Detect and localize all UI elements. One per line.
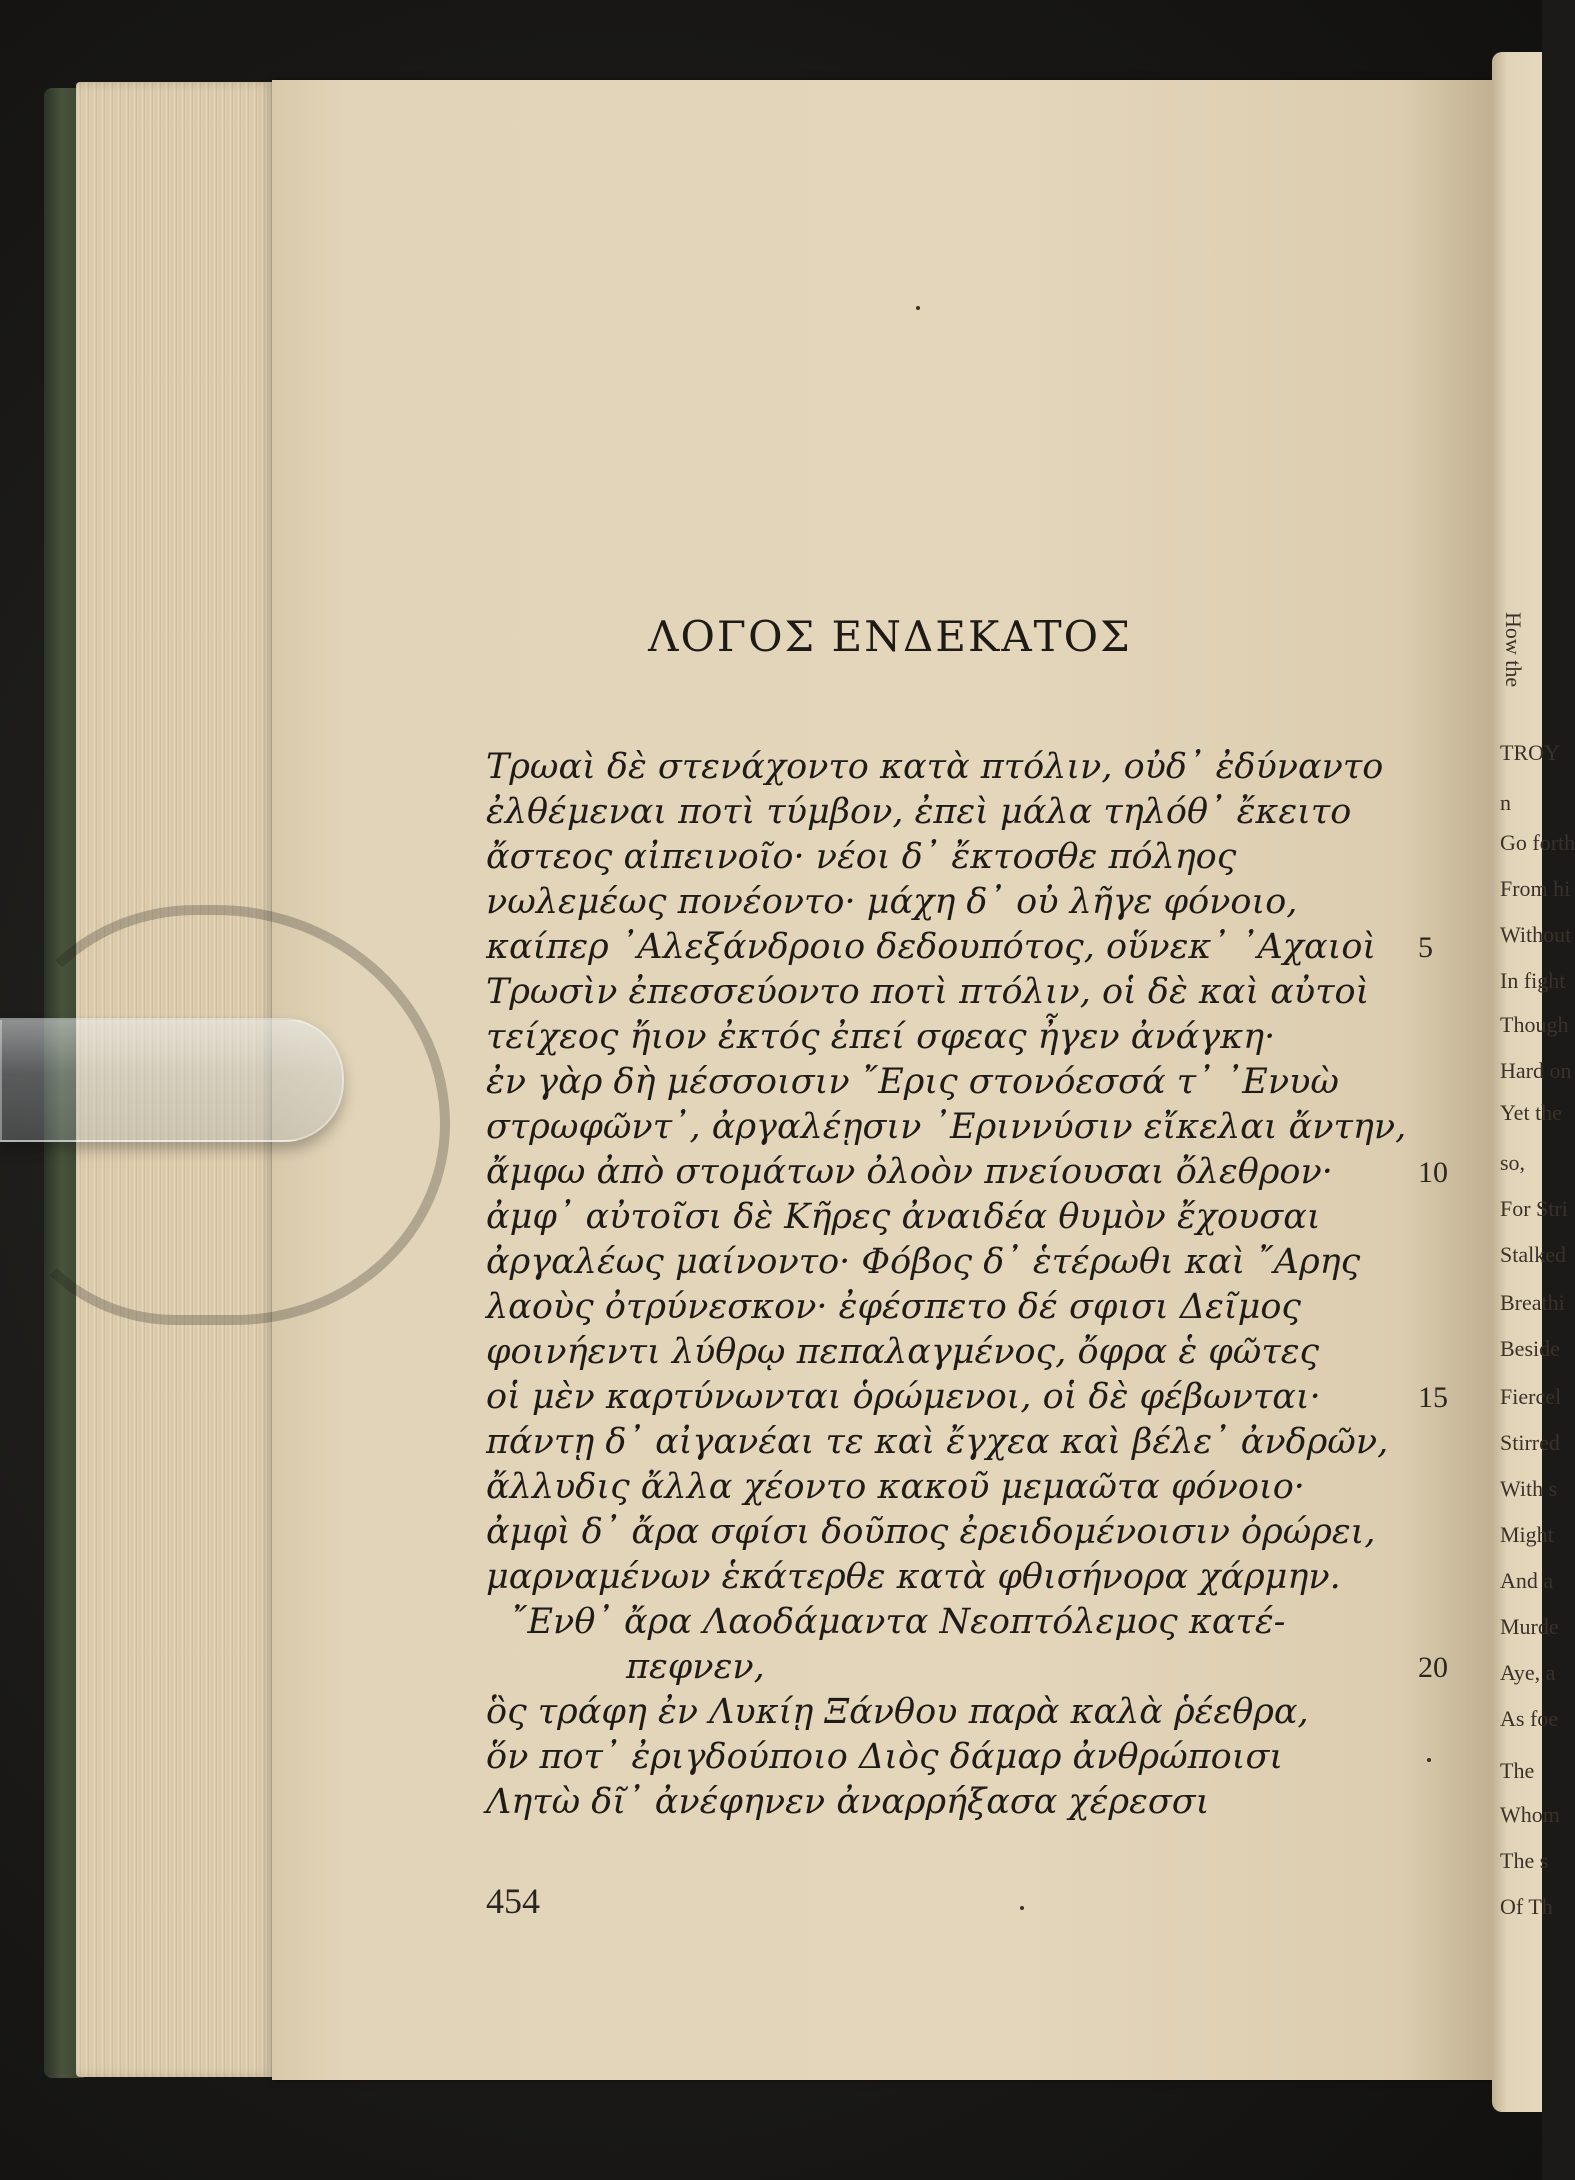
verse-line-text: ἄστεος αἰπεινοῖο· νέοι δ᾽ ἔκτοσθε πόληος	[486, 837, 1237, 877]
verse-line-text: ἀργαλέως μαίνοντο· Φόβος δ᾽ ἑτέρωθι καὶ ῎Αρης	[486, 1242, 1361, 1282]
next-page-fragment: As foe	[1500, 1706, 1559, 1731]
line-number: 5	[1418, 931, 1433, 964]
verse-line-text: λαοὺς ὀτρύνεσκον· ἐφέσπετο δέ σφισι Δεῖμος	[486, 1287, 1302, 1327]
verse-line	[486, 1465, 1446, 1510]
verse-line-text: φοινήεντι λύθρῳ πεπαλαγμένος, ὄφρα ἑ φῶτες	[486, 1332, 1320, 1372]
verse-line	[486, 1285, 1446, 1330]
verse-line-text: Λητὼ δῖ᾽ ἀνέφηνεν ἀναρρήξασα χέρεσσι	[486, 1782, 1210, 1822]
next-page-fragment: Fiercel	[1500, 1384, 1562, 1409]
verse-line-text: οἱ μὲν καρτύνωνται ὁρώμενοι, οἱ δὲ φέβωνται·	[486, 1377, 1321, 1417]
acrylic-page-holder[interactable]	[0, 1018, 344, 1142]
verse-line	[486, 1375, 1446, 1420]
next-page-fragment: How the	[1501, 612, 1526, 688]
verse-line	[486, 1780, 1446, 1825]
next-page-fragment: The	[1500, 1758, 1535, 1783]
verse-line	[486, 970, 1446, 1015]
verse-line	[486, 1420, 1446, 1465]
verse-line-text: ἄμφω ἀπὸ στομάτων ὀλοὸν πνείουσαι ὄλεθρον·	[486, 1152, 1333, 1192]
verse-line-text: Τρωαὶ δὲ στενάχοντο κατὰ πτόλιν, οὐδ᾽ ἐδύναντο	[486, 747, 1384, 787]
verse-line-text: πάντῃ δ᾽ αἰγανέαι τε καὶ ἔγχεα καὶ βέλε᾽ ἀνδρῶν,	[486, 1422, 1389, 1462]
next-page-fragment: Stirred	[1500, 1430, 1560, 1455]
next-page-fragment: With s	[1500, 1476, 1558, 1501]
next-page-fragment: Yet the	[1500, 1100, 1562, 1125]
verse-line	[486, 1645, 1446, 1690]
verse-line	[486, 1105, 1446, 1150]
verse-line-text: ἐλθέμεναι ποτὶ τύμβον, ἐπεὶ μάλα τηλόθ᾽ ἔκειτο	[486, 792, 1352, 832]
page-number: 454	[486, 1881, 540, 1921]
next-page-fragment: The s	[1500, 1848, 1549, 1873]
next-page-fragment: so,	[1500, 1150, 1526, 1175]
verse-line	[486, 1735, 1446, 1780]
line-number: 20	[1418, 1651, 1448, 1684]
verse-line	[486, 1690, 1446, 1735]
verse-line-text: ἄλλυδις ἄλλα χέοντο κακοῦ μεμαῶτα φόνοιο·	[486, 1467, 1305, 1507]
next-page-fragment: Might	[1500, 1522, 1554, 1547]
next-page-fragment: Of Th	[1500, 1894, 1553, 1919]
page-speck	[1020, 1906, 1024, 1910]
next-page-fragment: Without	[1500, 922, 1572, 947]
verse-line-text: καίπερ ᾽Αλεξάνδροιο δεδουπότος, οὕνεκ᾽ ᾽Αχαιοὶ	[486, 927, 1377, 967]
verse-line-text: ἀμφ᾽ αὐτοῖσι δὲ Κῆρες ἀναιδέα θυμὸν ἔχουσαι	[486, 1197, 1321, 1237]
verse-line	[486, 1195, 1446, 1240]
next-page-fragment: Stalked	[1500, 1242, 1566, 1267]
next-page-fragment: TROY	[1500, 740, 1560, 765]
next-page-fragment: Whom	[1500, 1802, 1560, 1827]
next-page-fragment: Beside	[1500, 1336, 1560, 1361]
verse-line	[486, 790, 1446, 835]
verse-line-text: στρωφῶντ᾽, ἀργαλέῃσιν ᾽Εριννύσιν εἴκελαι ἄντην,	[486, 1107, 1407, 1147]
verse-line-text: Τρωσὶν ἐπεσσεύοντο ποτὶ πτόλιν, οἱ δὲ καὶ αὐτοὶ	[486, 972, 1370, 1012]
verse-line-text: ῎Ενθ᾽ ἄρα Λαοδάμαντα Νεοπτόλεμος κατέ-	[510, 1602, 1286, 1642]
verse-line	[486, 835, 1446, 880]
page-speck	[1427, 1758, 1431, 1762]
verse-line-text: τείχεος ἤιον ἐκτός ἐπεί σφεας ἦγεν ἀνάγκη·	[486, 1017, 1276, 1057]
verse-line	[486, 1150, 1446, 1195]
verse-line-text: ὅν ποτ᾽ ἐριγδούποιο Διὸς δάμαρ ἀνθρώποισι	[486, 1737, 1284, 1777]
verse-line	[486, 745, 1446, 790]
line-number: 15	[1418, 1381, 1448, 1414]
verse-line-text: μαρναμένων ἑκάτερθε κατὰ φθισήνορα χάρμην.	[486, 1557, 1341, 1597]
next-page-fragment: In fight	[1500, 968, 1566, 993]
page-speck	[916, 306, 920, 310]
verse-line	[486, 1510, 1446, 1555]
verse-line	[486, 1555, 1446, 1600]
verse-line-text: ὃς τράφη ἐν Λυκίῃ Ξάνθου παρὰ καλὰ ῥέεθρα,	[486, 1692, 1309, 1732]
next-page-fragment: From hi	[1500, 876, 1571, 901]
verse-block	[486, 745, 1446, 1825]
next-page-fragment: And a	[1500, 1568, 1554, 1593]
verse-line	[486, 1330, 1446, 1375]
verse-line	[486, 925, 1446, 970]
next-page-fragment: Murde	[1500, 1614, 1559, 1639]
next-page-fragment: Though	[1500, 1012, 1569, 1037]
next-page-fragment: For Stri	[1500, 1196, 1568, 1221]
verse-line	[486, 1600, 1446, 1645]
verse-line-text: ἀμφὶ δ᾽ ἄρα σφίσι δοῦπος ἐρειδομένοισιν ὀρώρει,	[486, 1512, 1376, 1552]
verse-line-text: νωλεμέως πονέοντο· μάχη δ᾽ οὐ λῆγε φόνοιο,	[486, 882, 1298, 922]
next-page-fragment: Go forth	[1500, 830, 1575, 855]
book-heading: ΛΟΓΟΣ ΕΝΔΕΚΑΤΟΣ	[648, 612, 1132, 661]
next-page-fragment: n	[1500, 790, 1511, 815]
next-page-sliver	[1492, 52, 1575, 2112]
verse-line	[486, 1240, 1446, 1285]
verse-line	[486, 1060, 1446, 1105]
verse-line	[486, 880, 1446, 925]
verse-line-text: πεφνεν,	[626, 1647, 765, 1687]
verse-line	[486, 1015, 1446, 1060]
next-page-fragment: Hard on	[1500, 1058, 1572, 1083]
verse-line-text: ἐν γὰρ δὴ μέσσοισιν ῎Ερις στονόεσσά τ᾽ ᾽Ενυὼ	[486, 1062, 1339, 1102]
line-number: 10	[1418, 1156, 1448, 1189]
next-page-fragment: Breathi	[1500, 1290, 1565, 1315]
next-page-fragment: Aye, a	[1500, 1660, 1556, 1685]
